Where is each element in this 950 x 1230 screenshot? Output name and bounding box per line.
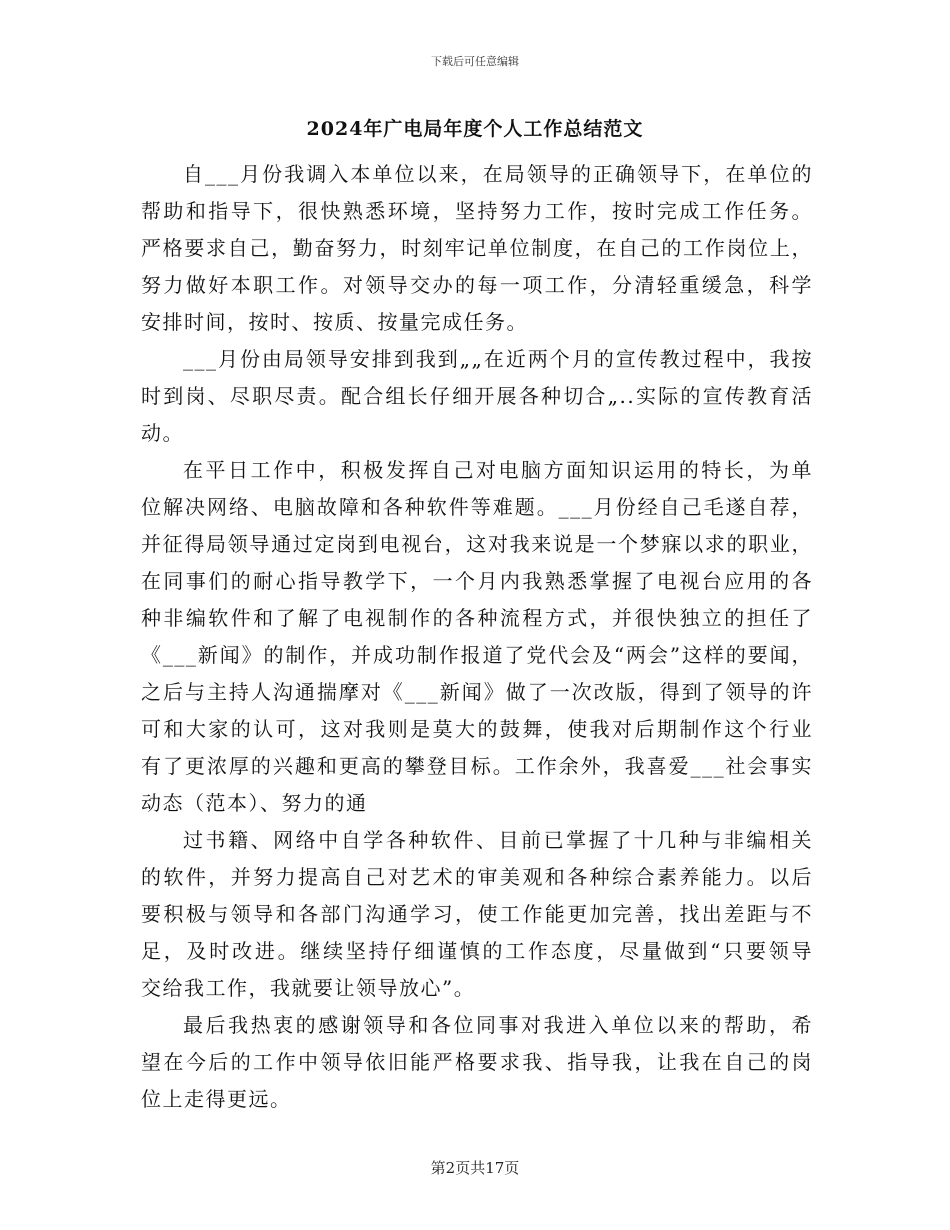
download-note: 下载后可任意编辑 xyxy=(431,55,519,68)
text-line: 安排时间，按时、按质、按量完成任务。 xyxy=(141,310,528,334)
text-line: 《___新闻》的制作，并成功制作报道了党代会及“两会”这样的要闻， xyxy=(141,643,813,667)
text-line: 并征得局领导通过定岗到电视台，这对我来说是一个梦寐以求的职业， xyxy=(141,532,813,556)
paragraph-2 xyxy=(141,341,813,452)
paragraph-1 xyxy=(141,156,813,341)
text-line: 帮助和指导下，很快熟悉环境，坚持努力工作，按时完成工作任务。 xyxy=(141,199,813,223)
text-line: 在同事们的耐心指导教学下，一个月内我熟悉掌握了电视台应用的各 xyxy=(141,569,813,593)
document-body xyxy=(141,156,813,1118)
text-line: 位解决网络、电脑故障和各种软件等难题。___月份经自己毛遂自荐， xyxy=(141,495,813,519)
text-line: 努力做好本职工作。对领导交办的每一项工作，分清轻重缓急，科学 xyxy=(141,273,813,297)
page-number: 第2页共17页 xyxy=(430,1159,520,1177)
text-line: 严格要求自己，勤奋努力，时刻牢记单位制度，在自己的工作岗位上， xyxy=(141,236,813,260)
text-line: 在平日工作中，积极发挥自己对电脑方面知识运用的特长，为单 xyxy=(183,458,813,482)
text-line: 之后与主持人沟通揣摩对《___新闻》做了一次改版，得到了领导的许 xyxy=(141,680,813,704)
text-line: 最后我热衷的感谢领导和各位同事对我进入单位以来的帮助，希 xyxy=(183,1013,813,1037)
text-line: 要积极与领导和各部门沟通学习，使工作能更加完善，找出差距与不 xyxy=(141,902,813,926)
text-line: 交给我工作，我就要让领导放心”。 xyxy=(141,976,476,1000)
text-line: 位上走得更远。 xyxy=(141,1087,292,1111)
text-line: 种非编软件和了解了电视制作的各种流程方式，并很快独立的担任了 xyxy=(141,606,813,630)
text-line: 时到岗、尽职尽责。配合组长仔细开展各种切合„..实际的宣传教育活 xyxy=(141,384,813,408)
text-line: 足，及时改进。继续坚持仔细谨慎的工作态度，尽量做到“只要领导 xyxy=(141,939,813,963)
text-line: 望在今后的工作中领导依旧能严格要求我、指导我，让我在自己的岗 xyxy=(141,1050,813,1074)
paragraph-3 xyxy=(141,452,813,822)
paragraph-4 xyxy=(141,822,813,1007)
text-line: ___月份由局领导安排到我到„„在近两个月的宣传教过程中，我按 xyxy=(183,347,813,371)
text-line: 的软件，并努力提高自己对艺术的审美观和各种综合素养能力。以后 xyxy=(141,865,813,889)
text-line: 自___月份我调入本单位以来，在局领导的正确领导下，在单位的 xyxy=(183,162,813,186)
text-line: 动。 xyxy=(141,421,184,445)
text-line: 动态（范本）、努力的通 xyxy=(141,791,368,815)
text-line: 有了更浓厚的兴趣和更高的攀登目标。工作余外，我喜爱___社会事实 xyxy=(141,754,813,778)
text-line: 过书籍、网络中自学各种软件、目前已掌握了十几种与非编相关 xyxy=(183,828,813,852)
document-title: 2024年广电局年度个人工作总结范文 xyxy=(306,118,644,140)
paragraph-5 xyxy=(141,1007,813,1118)
text-line: 可和大家的认可，这对我则是莫大的鼓舞，使我对后期制作这个行业 xyxy=(141,717,813,741)
